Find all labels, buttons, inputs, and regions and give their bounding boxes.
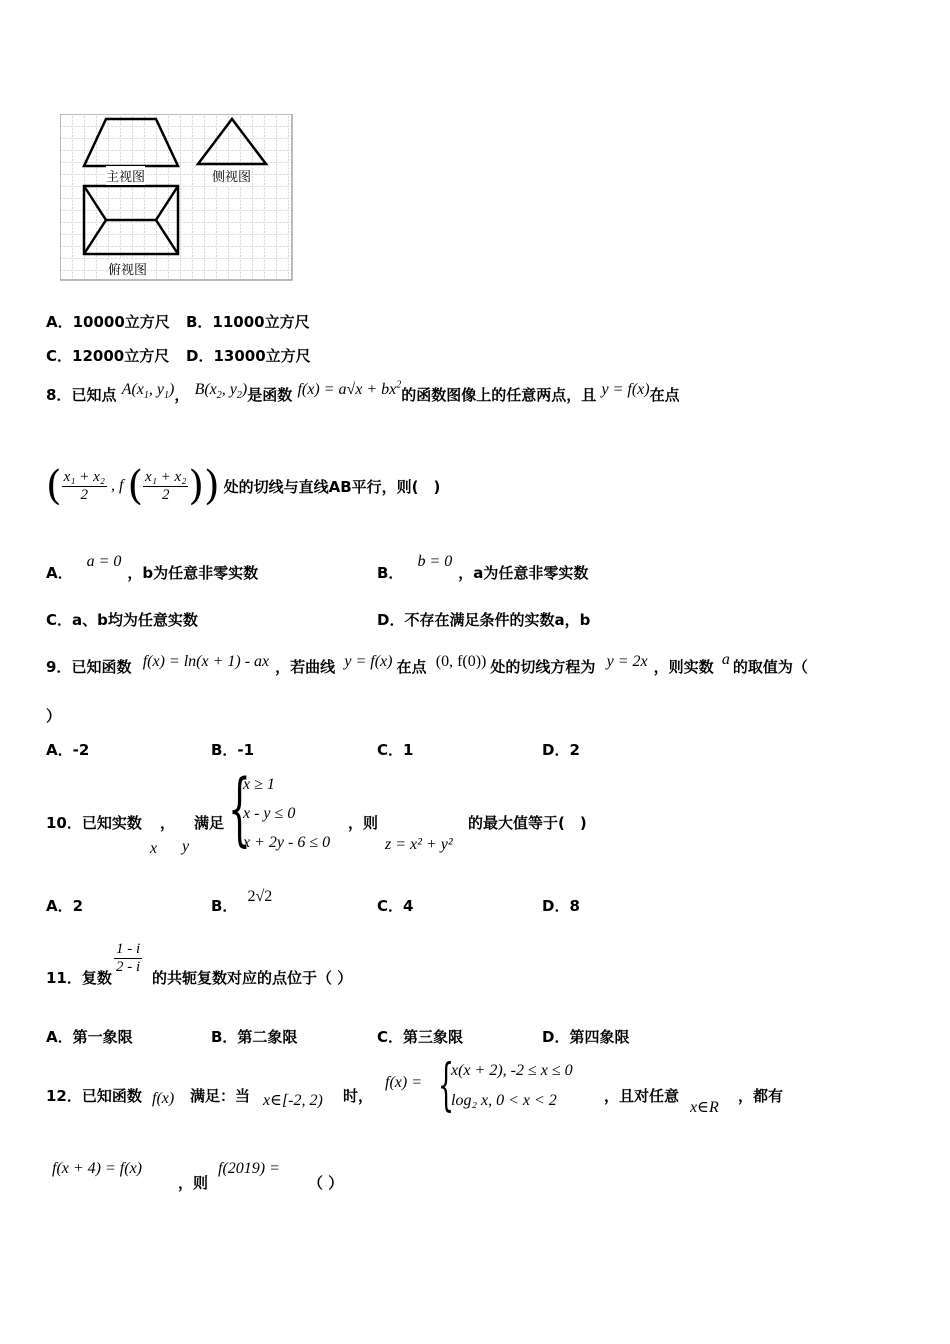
q12-case-2: log₂ x, 0 < x < 2	[451, 1092, 557, 1109]
q12-answer-blank: （ ）	[308, 1174, 344, 1192]
q9-stem: 9．已知函数 f(x) = ln(x + 1) - ax ，若曲线 y = f(x) 在点 (0, f(0)) 处的切线方程为 y = 2x ，则实数 a 的取值为（	[46, 651, 808, 676]
q12-domain: x∈[-2, 2)	[263, 1092, 323, 1109]
q8-text: 已知点	[71, 386, 117, 404]
q7-option-a: A．10000立方尺	[46, 313, 170, 331]
q8-stem-line2: ( $\frac{\text{x₁ + x₂}}{2}$ , f ( $\frac{\text{x₁ + x₂}}{2}$ )) 处的切线与直线AB平行，则( )	[46, 463, 441, 509]
q9-option-c: C．1	[377, 741, 414, 759]
side-view-label: 侧视图	[212, 166, 251, 185]
q8-point-b: $B(x_2$, $y_2$)	[194, 381, 248, 402]
q8-number: 8．	[46, 386, 72, 404]
q10-condition-2: x - y ≤ 0	[243, 805, 296, 822]
q11-number: 11．复数	[46, 969, 112, 987]
q12-x-in-r: x∈R	[690, 1099, 719, 1116]
q10-number: 10．已知实数	[46, 814, 142, 832]
q8-curve: y = f(x)	[601, 381, 650, 398]
q9-function: f(x) = ln(x + 1) - ax	[142, 653, 270, 670]
q9-stem-end: ）	[46, 707, 62, 725]
q10-var-y: y	[182, 838, 190, 855]
q12-periodicity: f(x + 4) = f(x)	[52, 1160, 142, 1177]
q10-system-brace: {	[228, 762, 251, 855]
q11-option-d: D．第四象限	[542, 1028, 630, 1046]
q9-curve: y = f(x)	[344, 653, 393, 670]
q11-option-c: C．第三象限	[377, 1028, 464, 1046]
front-view-label: 主视图	[106, 166, 145, 185]
q9-tangent: y = 2x	[606, 653, 648, 670]
q12-fdef: f(x) =	[385, 1074, 422, 1091]
q12-text-when: 满足：当	[190, 1087, 251, 1105]
q8-text-2: 是函数	[247, 386, 293, 404]
q10-text-satisfy: 满足	[194, 814, 225, 832]
q8-midpoint-fx: $\frac{\text{x₁ + x₂}}{2}$	[145, 468, 187, 503]
q10-comma: ，	[160, 814, 176, 832]
q9-option-d: D．2	[542, 741, 580, 759]
q7-option-c: C．12000立方尺	[46, 347, 170, 365]
q10-option-d: D．8	[542, 897, 580, 915]
q7-option-b: B．11000立方尺	[186, 313, 310, 331]
q8-option-d: D．不存在满足条件的实数a，b	[377, 611, 591, 629]
q8-text-3: 的函数图像上的任意两点，且	[401, 386, 597, 404]
q9-var-a: a	[721, 651, 730, 668]
q10-text-max: 的最大值等于( )	[468, 814, 587, 832]
q11-fraction: $\frac{1 - i}{2 - i}$	[116, 941, 141, 975]
q9-option-a: A．-2	[46, 741, 90, 759]
q10-z-expression: z = x² + y²	[385, 836, 453, 853]
q9-option-b: B．-1	[211, 741, 255, 759]
q8-text-4: 在点	[649, 386, 680, 404]
q12-piecewise-brace: {	[438, 1053, 455, 1118]
q8-point-a: $A(x_1$, $y_1$)	[121, 381, 175, 402]
q10-condition-3: x + 2y - 6 ≤ 0	[243, 834, 331, 851]
q12-text-any: ，且对任意	[604, 1087, 680, 1105]
q8-stem-line1: 8．已知点 $A(x_1$, $y_1$)， $B(x_2$, $y_2$)是函数 $f(x) = a√x + bx^2$的函数图像上的任意两点，且 y = f(x)在点	[46, 379, 680, 404]
q12-target: f(2019) =	[218, 1160, 280, 1177]
q8-text-5: 处的切线与直线AB平行，则( )	[223, 477, 441, 496]
q11-text: 的共轭复数对应的点位于（ ）	[152, 969, 353, 987]
top-view-label: 俯视图	[108, 259, 147, 278]
q11-option-b: B．第二象限	[211, 1028, 298, 1046]
q8-midpoint-x: $\frac{\text{x₁ + x₂}}{2}$	[63, 468, 105, 503]
q12-fx: f(x)	[152, 1090, 175, 1107]
q12-case-1: x(x + 2), -2 ≤ x ≤ 0	[451, 1062, 573, 1079]
q9-point: (0, f(0))	[435, 653, 487, 670]
q7-option-d: D．13000立方尺	[186, 347, 311, 365]
three-view-figure	[60, 114, 294, 282]
q10-text-then: ，则	[348, 814, 379, 832]
q12-text-time: 时，	[343, 1087, 374, 1105]
q8-option-c: C．a、b均为任意实数	[46, 611, 198, 629]
q8-option-b: B．b = 0，a为任意非零实数	[377, 553, 589, 582]
q12-number: 12．已知函数	[46, 1087, 142, 1105]
q10-option-b: B．2√2	[211, 888, 273, 915]
q11-option-a: A．第一象限	[46, 1028, 133, 1046]
q10-condition-1: x ≥ 1	[243, 776, 275, 793]
q10-var-x: x	[150, 840, 158, 857]
q10-option-a: A．2	[46, 897, 84, 915]
q10-option-c: C．4	[377, 897, 414, 915]
q8-option-a: A．a = 0，b为任意非零实数	[46, 553, 259, 582]
q12-text-then: ，则	[178, 1174, 209, 1192]
q8-function: $f(x) = a√x + bx^2$	[297, 379, 402, 398]
q12-text-have: ，都有	[738, 1087, 784, 1105]
